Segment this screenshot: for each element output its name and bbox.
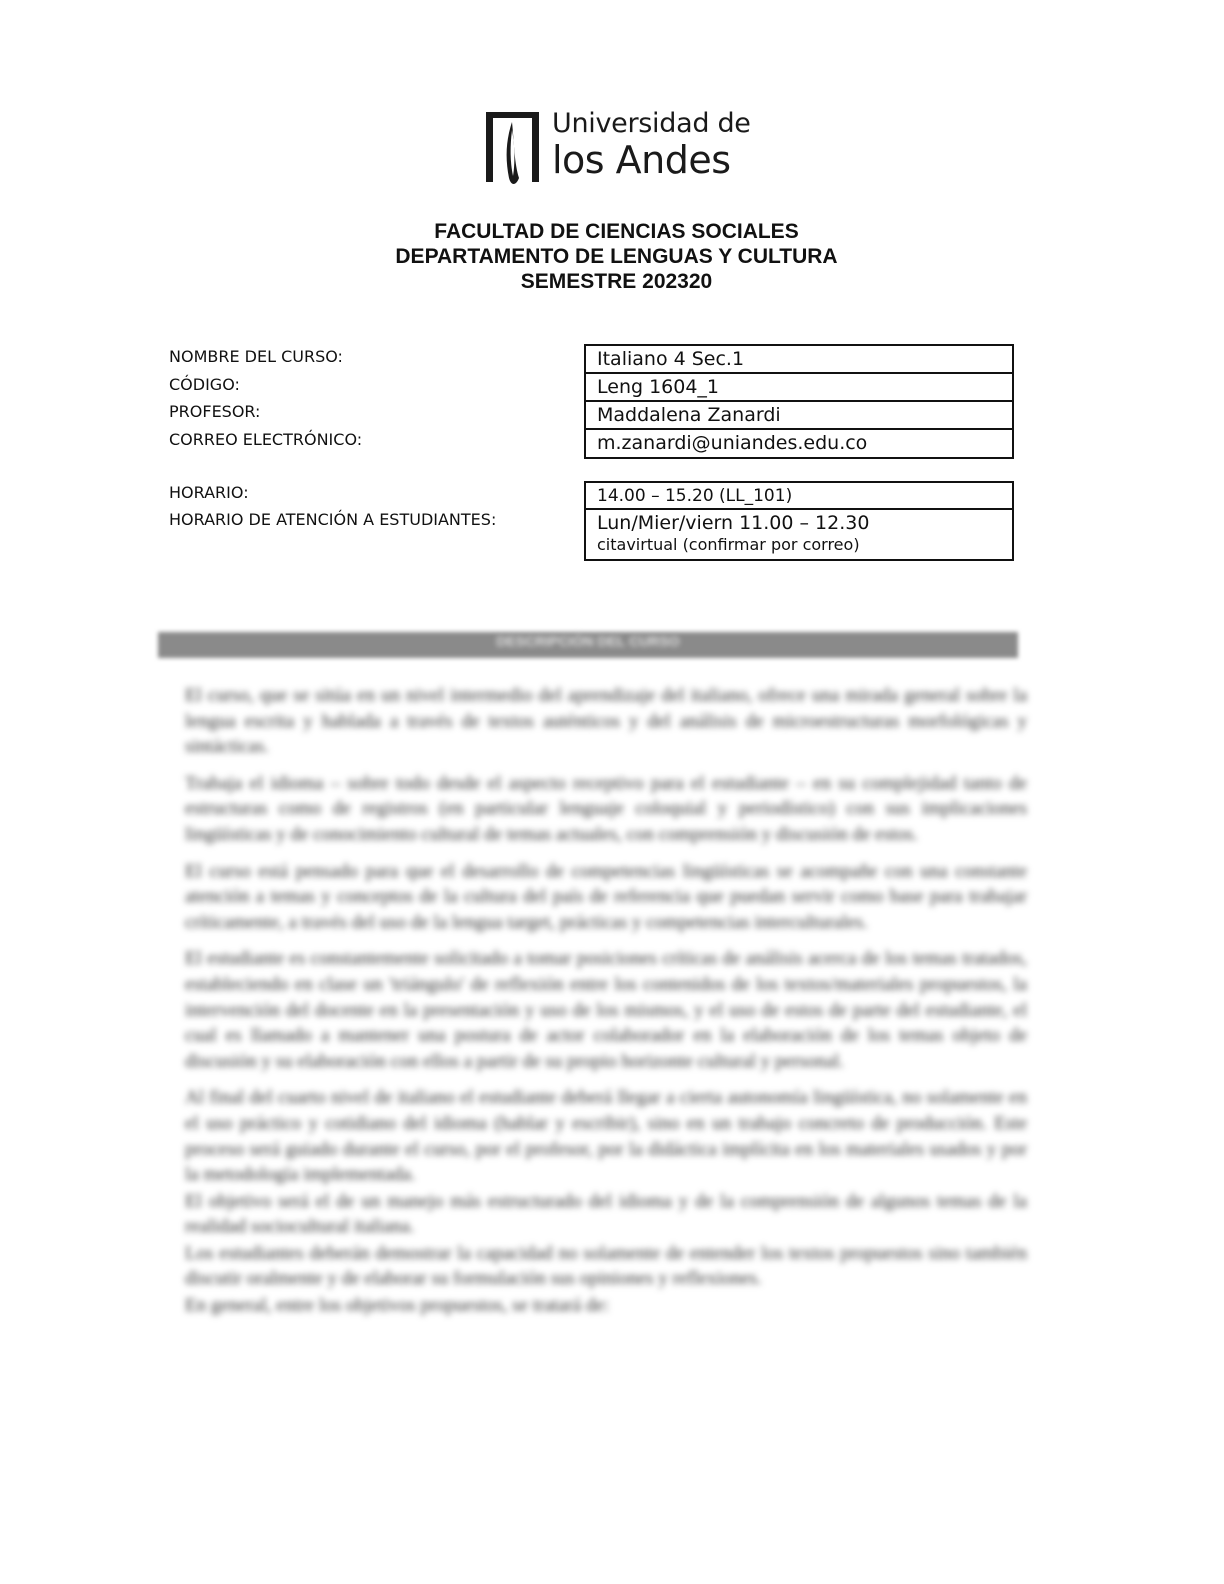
- logo-text-line2: los Andes: [552, 138, 731, 182]
- logo-emblem-icon: [476, 106, 544, 188]
- email-value: m.zanardi@uniandes.edu.co: [597, 432, 868, 454]
- course-name-value: Italiano 4 Sec.1: [586, 346, 1012, 374]
- section-heading-text: DESCRIPCIÓN DEL CURSO: [496, 633, 680, 649]
- code-label: CÓDIGO:: [169, 375, 240, 394]
- description-paragraph: Trabaja el idioma – sobre todo desde el aspecto receptivo para el estudiante – en su complejidad tanto de estructuras como de registros (en particular lenguaje coloquial y periodístico) con sus implicaciones lingüísticas y de conocimiento cultural de temas actuales, con comprensión y discusión de estos.: [185, 772, 1027, 845]
- university-logo: [476, 104, 751, 190]
- professor-value: Maddalena Zanardi: [586, 402, 1012, 430]
- course-description: [185, 683, 1027, 1320]
- description-paragraph: En general, entre los objetivos propuestos, se tratará de:: [185, 1295, 610, 1317]
- schedule-value: 14.00 – 15.20 (LL_101): [586, 483, 1012, 510]
- office-hours-note: citavirtual (confirmar por correo): [597, 535, 860, 554]
- description-paragraph: El curso está pensado para que el desarrollo de competencias lingüísticas se acompañe con una constante atención a temas y conceptos de la cultura del país de referencia que puedan servir como base para trabajar críticamente, a través del uso de la lengua target, prácticas y competencias interculturales.: [185, 860, 1027, 933]
- description-paragraph: El curso, que se sitúa en un nivel intermedio del aprendizaje del italiano, ofrece una mirada general sobre la lengua escrita y hablada a través de textos auténticos y del análisis de microestructuras morfológicas y sintácticas.: [185, 685, 1027, 758]
- document-header: [0, 219, 1224, 294]
- faculty-title: FACULTAD DE CIENCIAS SOCIALES: [434, 220, 799, 243]
- semester-title: SEMESTRE 202320: [520, 270, 713, 293]
- course-info-table: [584, 344, 1014, 459]
- course-name-label: NOMBRE DEL CURSO:: [169, 347, 343, 366]
- professor-label: PROFESOR:: [169, 402, 261, 421]
- description-paragraph: Al final del cuarto nivel de italiano el estudiante deberá llegar a cierta autonomía lingüística, no solamente en el uso práctico y cotidiano del idioma (hablar y escribir), sino en un trabajo concreto de producción. Este proceso será guiado durante el curso, por el profesor, por la didáctica implícita en los materiales usados y por la metodología implementada.: [185, 1087, 1027, 1186]
- office-hours-value: Lun/Mier/viern 11.00 – 12.30: [597, 512, 870, 534]
- description-paragraph: El objetivo será el de un manejo más estructurado del idioma y de la comprensión de algunos temas de la realidad sociocultural italiana.: [185, 1190, 1027, 1238]
- department-title: DEPARTAMENTO DE LENGUAS Y CULTURA: [395, 245, 838, 268]
- schedule-table: [584, 481, 1014, 561]
- office-hours-label: HORARIO DE ATENCIÓN A ESTUDIANTES:: [169, 510, 497, 529]
- schedule-label: HORARIO:: [169, 483, 249, 502]
- code-value: Leng 1604_1: [586, 374, 1012, 402]
- description-paragraph: El estudiante es constantemente solicitado a tomar posiciones críticas de análisis acerca de los temas tratados, estableciendo en clase un 'triángulo' de reflexión entre los contenidos de los textos/materiales propuestos, la intervención del docente en la presentación y uso de los mismos, y el uso de estos de parte del estudiante, el cual es llamado a mantener una postura de actor colaborador en la elaboración de los temas objeto de discusión y su elaboración con ellos a partir de su propio horizonte cultural y personal.: [185, 948, 1027, 1072]
- description-paragraph: Los estudiantes deberán demostrar la capacidad no solamente de entender los textos propuestos sino también discutir oralmente y de elaborar su formulación sus opiniones y reflexiones.: [185, 1242, 1027, 1290]
- email-label: CORREO ELECTRÓNICO:: [169, 430, 363, 449]
- office-hours-cell: [586, 510, 1012, 559]
- logo-text-line1: Universidad de: [552, 108, 751, 139]
